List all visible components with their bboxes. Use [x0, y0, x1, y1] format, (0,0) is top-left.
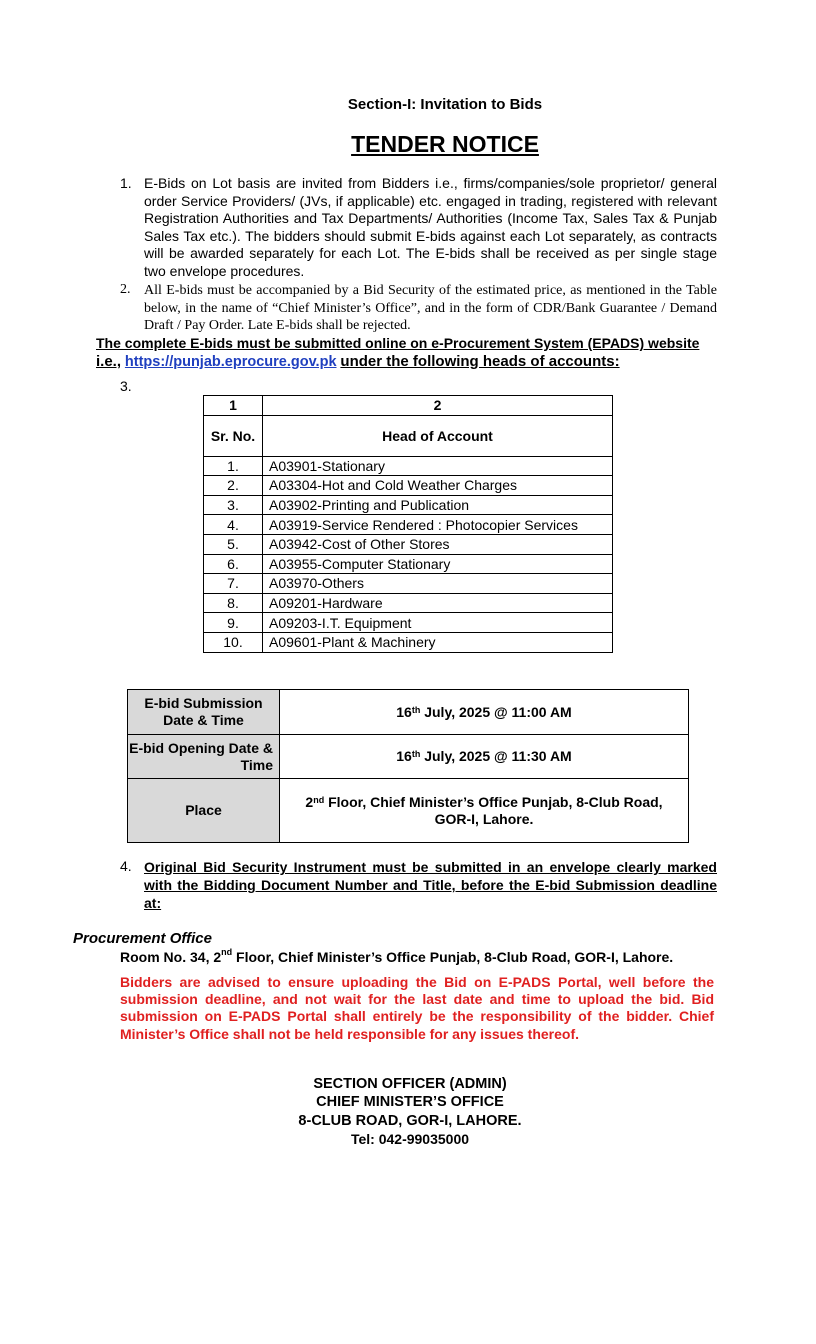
- opening-label: E-bid Opening Date & Time: [128, 735, 280, 779]
- row-sr-number: 3.: [204, 495, 263, 515]
- epads-ie: i.e.,: [96, 353, 122, 370]
- place-label: Place: [128, 779, 280, 843]
- row-head-of-account: A09601-Plant & Machinery: [263, 632, 613, 652]
- row-sr-number: 10.: [204, 632, 263, 652]
- paragraph-number: 1.: [120, 175, 132, 191]
- row-head-of-account: A03902-Printing and Publication: [263, 495, 613, 515]
- table-row: [204, 456, 613, 476]
- schedule-row-opening: [128, 735, 689, 779]
- upload-warning: Bidders are advised to ensure uploading the Bid on E-PADS Portal, well before the submission deadline, and not wait for the last date and time to upload the bid. Bid submission on E-PADS Portal shall entirely be the responsibility of the bidder. Chief Minister’s Office shall not be held responsible for any issues thereof.: [120, 974, 714, 1042]
- column-header-sr: Sr. No.: [204, 415, 263, 456]
- schedule-row-place: [128, 779, 689, 843]
- paragraph-number: 4.: [120, 858, 132, 874]
- table-row: [204, 495, 613, 515]
- signature-block: [0, 1075, 816, 1149]
- paragraph-number: 2.: [120, 282, 131, 297]
- row-head-of-account: A03970-Others: [263, 574, 613, 594]
- epads-tail: under the following heads of accounts:: [340, 353, 620, 370]
- signature-office: CHIEF MINISTER’S OFFICE: [316, 1094, 504, 1111]
- row-sr-number: 9.: [204, 613, 263, 633]
- column-header-head: Head of Account: [263, 415, 613, 456]
- table-column-numbers: [204, 396, 613, 416]
- submission-label: E-bid Submission Date & Time: [128, 690, 280, 735]
- row-sr-number: 2.: [204, 476, 263, 496]
- signature-phone: Tel: 042-99035000: [350, 1131, 470, 1148]
- heads-of-account-table: [203, 395, 613, 653]
- paragraph-eligibility: E-Bids on Lot basis are invited from Bidders i.e., firms/companies/sole proprietor/ general order Service Providers/ (JVs, if applicable) etc. engaged in trading, registered with relevant Registration Authorities and Tax Departments/ Authorities (Income Tax, Sales Tax & Punjab Sales Tax etc.). The bidders should submit E-bids against each Lot separately, as contracts will be awarded separately for each Lot. The E-bids shall be received as per single stage two envelope procedures.: [144, 175, 717, 279]
- row-head-of-account: A09203-I.T. Equipment: [263, 613, 613, 633]
- row-sr-number: 4.: [204, 515, 263, 535]
- opening-value: 16th July, 2025 @ 11:30 AM: [280, 735, 689, 779]
- table-row: [204, 515, 613, 535]
- page-title: TENDER NOTICE: [351, 131, 539, 157]
- epads-notice: [96, 334, 720, 371]
- signature-address: 8-CLUB ROAD, GOR-I, LAHORE.: [298, 1112, 522, 1129]
- place-value: 2nd Floor, Chief Minister’s Office Punjab, 8-Club Road, GOR-I, Lahore.: [280, 779, 689, 843]
- table-header-row: [204, 415, 613, 456]
- schedule-table: [127, 689, 689, 843]
- column-number: 1: [204, 396, 263, 416]
- procurement-heading: Procurement Office: [73, 930, 212, 947]
- table-row: [204, 613, 613, 633]
- table-row: [204, 593, 613, 613]
- epads-link[interactable]: https://punjab.eprocure.gov.pk: [124, 354, 337, 370]
- row-sr-number: 1.: [204, 456, 263, 476]
- row-head-of-account: A03955-Computer Stationary: [263, 554, 613, 574]
- row-head-of-account: A03942-Cost of Other Stores: [263, 534, 613, 554]
- row-sr-number: 8.: [204, 593, 263, 613]
- column-number: 2: [263, 396, 613, 416]
- paragraph-original-security: Original Bid Security Instrument must be submitted in an envelope clearly marked with the Bidding Document Number and Title, before the E-bid Submission deadline at:: [144, 859, 717, 911]
- paragraph-bid-security: All E-bids must be accompanied by a Bid Security of the estimated price, as mentioned in the Table below, in the name of “Chief Minister’s Office”, and in the form of CDR/Bank Guarantee / Demand Draft / Pay Order. Late E-bids shall be rejected.: [144, 283, 717, 334]
- submission-value: 16th July, 2025 @ 11:00 AM: [280, 690, 689, 735]
- row-head-of-account: A09201-Hardware: [263, 593, 613, 613]
- row-sr-number: 5.: [204, 534, 263, 554]
- paragraph-number: 3.: [120, 378, 132, 394]
- section-title: Section-I: Invitation to Bids: [347, 96, 543, 113]
- table-row: [204, 632, 613, 652]
- epads-line: The complete E-bids must be submitted online on e-Procurement System (EPADS) website: [96, 335, 700, 351]
- row-head-of-account: A03304-Hot and Cold Weather Charges: [263, 476, 613, 496]
- signature-title: SECTION OFFICER (ADMIN): [313, 1076, 507, 1092]
- table-row: [204, 534, 613, 554]
- procurement-address: Room No. 34, 2nd Floor, Chief Minister’s Office Punjab, 8-Club Road, GOR-I, Lahore.: [120, 947, 674, 965]
- row-head-of-account: A03901-Stationary: [263, 456, 613, 476]
- table-row: [204, 476, 613, 496]
- row-head-of-account: A03919-Service Rendered : Photocopier Services: [263, 515, 613, 535]
- row-sr-number: 7.: [204, 574, 263, 594]
- table-row: [204, 574, 613, 594]
- schedule-row-submission: [128, 690, 689, 735]
- table-row: [204, 554, 613, 574]
- row-sr-number: 6.: [204, 554, 263, 574]
